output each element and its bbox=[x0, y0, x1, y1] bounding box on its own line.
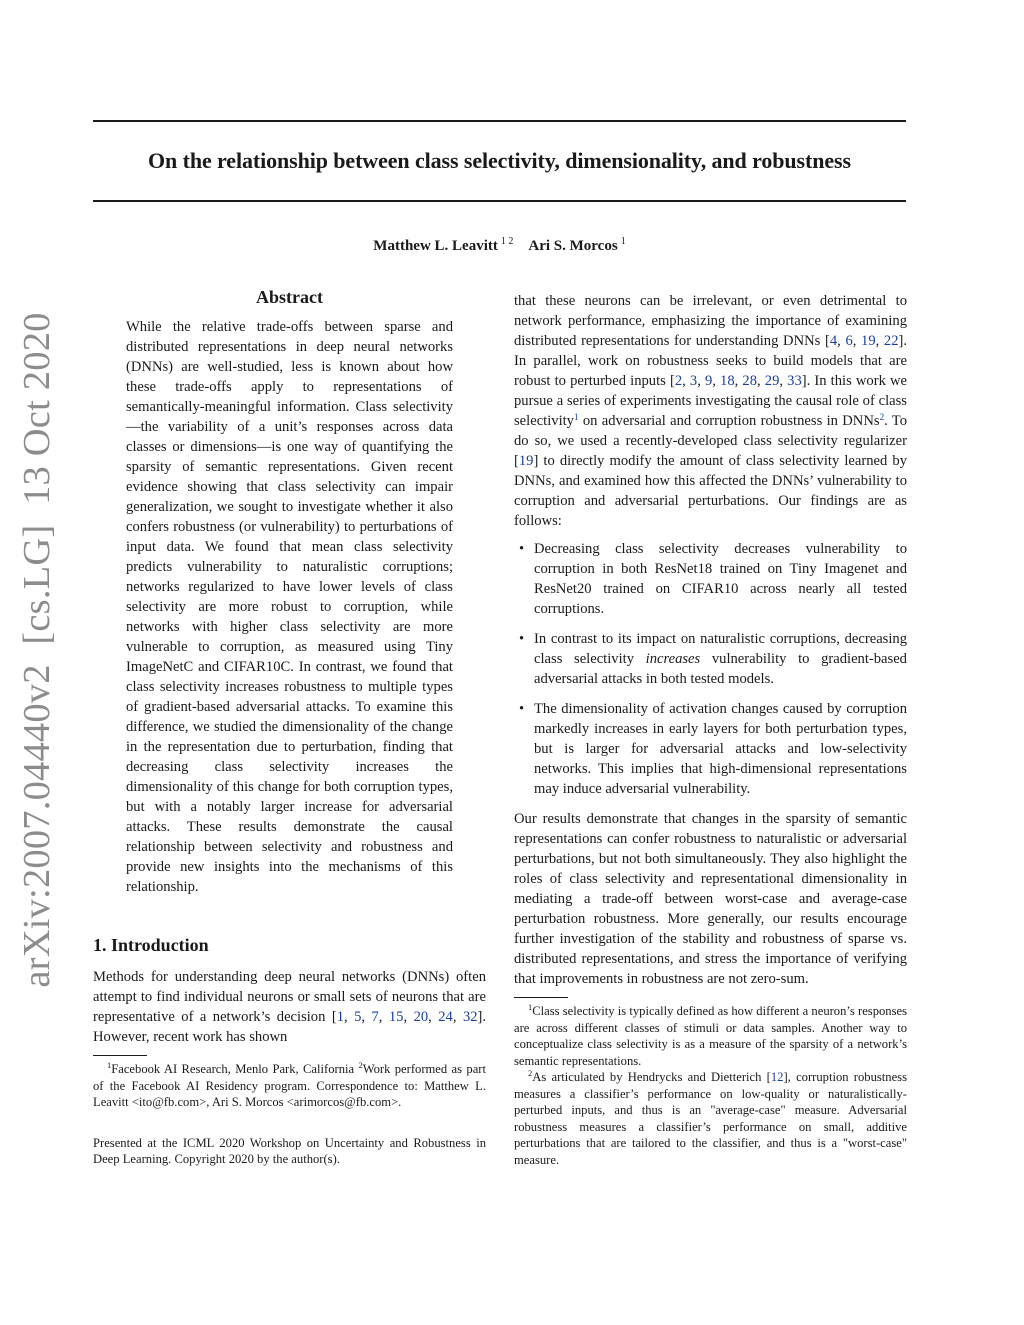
citation-link[interactable]: 15 bbox=[388, 1009, 404, 1025]
citation-link[interactable]: 20 bbox=[413, 1009, 429, 1025]
citation-link[interactable]: 7 bbox=[371, 1009, 379, 1025]
paper-title: On the relationship between class selectivity, dimensionality, and robustness bbox=[148, 148, 851, 173]
author-name: Ari S. Morcos bbox=[528, 238, 618, 254]
affiliation-footnote: $^1$Facebook AI Research, Menlo Park, California $^2$Work performed as part of the Facebook AI Residency program. Correspondence to: Matthew L. Leavitt <ito@fb.com>, Ari S. Morcos <arimorcos@fb.com>. bbox=[93, 1060, 486, 1109]
citation-link[interactable]: 22 bbox=[883, 333, 899, 349]
finding-item: • In contrast to its impact on naturalistic corruptions, decreasing class selectivity increases vulnerability to gradient-based adversarial attacks in both tested models. bbox=[519, 631, 907, 687]
author-affiliation: 1 2 bbox=[500, 236, 514, 247]
abstract-body: While the relative trade-offs between sparse and distributed representations in deep neural networks (DNNs) are well-studied, less is known about how these trade-offs apply to representations of semantically-meaningful information. Class selectivity—the variability of a unit’s responses across data classes or dimensions—is one way of quantifying the sparsity of semantic representations. Given recent evidence showing that class selectivity can impair generalization, we sought to investigate whether it also confers robustness (or vulnerability) to perturbations of input data. We found that mean class selectivity predicts vulnerability to naturalistic corruptions; networks regularized to have lower levels of class selectivity are more robust to corruption, while networks with higher class selectivity are more vulnerable to corruption, as measured using Tiny ImageNetC and CIFAR10C. In contrast, we found that class selectivity increases robustness to multiple types of gradient-based adversarial attacks. To examine this difference, we studied the dimensionality of the change in the representation due to perturbation, finding that decreasing class selectivity increases the dimensionality of this change for both corruption types, but with a notably larger increase for adversarial attacks. These results demonstrate the causal relationship between selectivity and robustness and provide new insights into the mechanisms of this relationship. bbox=[126, 319, 453, 895]
citation-link[interactable]: 18 bbox=[720, 373, 735, 389]
title-rule-bottom bbox=[93, 200, 906, 202]
bullet-icon: • bbox=[519, 541, 525, 557]
citation-link[interactable]: 28 bbox=[742, 373, 758, 389]
footnote-robustness-definition: $^2$As articulated by Hendrycks and Dietterich [12], corruption robustness measures a classifier’s performance on low-quality or naturalistically-perturbed inputs, and thus is an "average-case" measure. Adversarial robustness measures a classifier’s performance on small, additive perturbations that are tailored to the classifier, and thus is a "worst-case" measure. bbox=[514, 1068, 907, 1167]
footnote-marker-link[interactable]: 1 bbox=[573, 412, 579, 422]
citation-link[interactable]: 29 bbox=[764, 373, 780, 389]
arxiv-identifier-stamp: arXiv:2007.04440v2 [cs.LG] 13 Oct 2020 bbox=[16, 312, 58, 988]
footnote-marker-link[interactable]: 2 bbox=[879, 412, 885, 422]
citation-link[interactable]: 33 bbox=[787, 373, 802, 389]
footnote-class-selectivity: $^1$Class selectivity is typically defined as how different a neuron’s responses are across different classes of stimuli or data samples. Another way to conceptualize class selectivity is as a measure of the sparsity of a network’s semantic representations. bbox=[514, 1002, 907, 1068]
findings-list bbox=[514, 539, 907, 799]
citation-link[interactable]: 32 bbox=[462, 1009, 478, 1025]
introduction-heading: 1. Introduction bbox=[93, 935, 209, 955]
introduction-paragraph-continued: that these neurons can be irrelevant, or even detrimental to network performance, emphasizing the importance of examining distributed representations for understanding DNNs [4, 6, 19, 22]. In parallel, work on robustness seeks to build models that are robust to perturbed inputs [2, 3, 9, 18, 28, 29, 33]. In this work we pursue a series of experiments investigating the causal role of class selectivity$^1$ on adversarial and corruption robustness in DNNs$^2$. To do so, we used a recently-developed class selectivity regularizer [19] to directly modify the amount of class selectivity learned by DNNs, and examined how this affected the DNNs’ vulnerability to corruption and adversarial perturbations. Our findings are as follows: bbox=[514, 293, 908, 529]
citation-link[interactable]: 19 bbox=[518, 453, 534, 469]
finding-item: • The dimensionality of activation changes caused by corruption markedly increases in early layers for both perturbation types, but is larger for adversarial attacks and low-selectivity networks. This implies that high-dimensional representations may induce adversarial vulnerability. bbox=[519, 701, 907, 797]
citation-link[interactable]: 4 bbox=[829, 333, 838, 349]
citation-link[interactable]: 19 bbox=[861, 333, 876, 349]
author-name: Matthew L. Leavitt bbox=[373, 238, 498, 254]
summary-paragraph: Our results demonstrate that changes in the sparsity of semantic representations can confer robustness to naturalistic or adversarial perturbations, but not both simultaneously. They also highlight the roles of class selectivity and representational dimensionality in mediating a trade-off between worst-case and average-case perturbation robustness. More generally, our results encourage further investigation of the stability and robustness of sparse vs. distributed representations, and stress the importance of verifying that improvements in robustness are not zero-sum. bbox=[514, 811, 907, 987]
citation-link[interactable]: 2 bbox=[674, 373, 683, 389]
title-rule-top bbox=[93, 120, 906, 122]
abstract-heading: Abstract bbox=[256, 287, 323, 307]
workshop-notice: Presented at the ICML 2020 Workshop on Uncertainty and Robustness in Deep Learning. Copyright 2020 by the author(s). bbox=[93, 1135, 486, 1166]
finding-item: • Decreasing class selectivity decreases vulnerability to corruption in both ResNet18 trained on Tiny Imagenet and ResNet20 trained on CIFAR10 across nearly all tested corruptions. bbox=[519, 541, 907, 617]
right-column bbox=[514, 291, 907, 1168]
author-affiliation: 1 bbox=[620, 236, 626, 247]
citation-link[interactable]: 6 bbox=[845, 333, 853, 349]
bullet-icon: • bbox=[519, 631, 525, 647]
author-line bbox=[93, 236, 906, 256]
footnote-divider bbox=[514, 997, 568, 998]
bullet-icon: • bbox=[519, 701, 525, 717]
left-column bbox=[93, 285, 486, 1168]
citation-link[interactable]: 24 bbox=[438, 1009, 453, 1025]
citation-link[interactable]: 5 bbox=[354, 1009, 362, 1025]
citation-link[interactable]: 9 bbox=[704, 373, 713, 389]
citation-link[interactable]: 1 bbox=[336, 1009, 344, 1025]
citation-link[interactable]: 3 bbox=[689, 373, 698, 389]
footnote-divider bbox=[93, 1055, 147, 1056]
citation-link[interactable]: 12 bbox=[770, 1070, 784, 1084]
introduction-paragraph: Methods for understanding deep neural networks (DNNs) often attempt to find individual neurons or small sets of neurons that are representative of a network’s decision [1, 5, 7, 15, 20, 24, 32]. However, recent work has shown bbox=[93, 969, 487, 1045]
